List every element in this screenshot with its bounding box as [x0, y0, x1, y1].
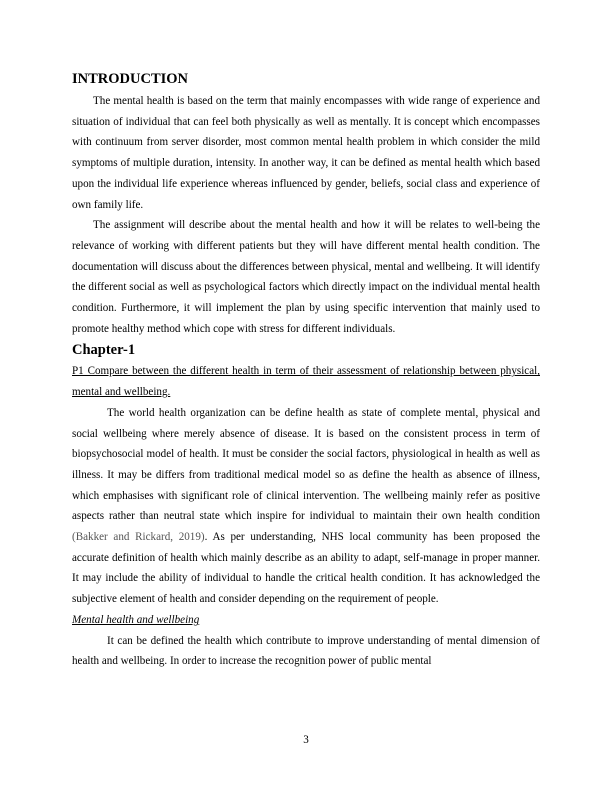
page-number: 3	[303, 734, 309, 746]
chapter-heading: Chapter-1	[72, 342, 136, 359]
subheading-text: Mental health and wellbeing	[72, 613, 200, 626]
intro-paragraph-1: The mental health is based on the term that mainly encompasses with wide range of experience and situation of individual that can feel both physically as well as mentally. It is concept which encompasses with continuum from server disorder, most common mental health problem in which consider the mild symptoms of multiple duration, intensity. In another way, it can be defined as mental health which based upon the individual life experience whereas influenced by gender, beliefs, social class and experience of own family life.	[72, 95, 540, 211]
document-page	[72, 70, 540, 672]
body-paragraph-2: It can be defined the health which contribute to improve understanding of mental dimension of health and wellbeing. In order to increase the recognition power of public mental	[72, 634, 540, 668]
citation: (Bakker and Rickard, 2019)	[72, 531, 205, 544]
body-paragraph-1-text-b: . As per understanding, NHS local community has been proposed the accurate definition of health which mainly describe as an ability to adapt, self-manage in proper manner. It may include the ability of individual to handle the critical health condition. It has acknowledged the subjective element of health and consider depending on the requirement of people.	[72, 531, 540, 606]
body-paragraph-1	[72, 403, 540, 610]
section-heading-introduction: INTRODUCTION	[72, 71, 189, 87]
p1-task-heading: P1 Compare between the different health in term of their assessment of relationship between physical, mental and wellbeing.	[72, 365, 540, 399]
subheading-mental-health	[72, 610, 540, 631]
body-paragraph-1-text-a: The world health organization can be define health as state of complete mental, physical and social wellbeing where merely absence of disease. It is based on the consistent process in term of biopsychosocial model of health. It must be consider the social factors, physiological in health as well as illness. It may be differs from traditional medical model so as define the health as absence of illness, which emphasises with significant role of clinical intervention. The wellbeing mainly refer as positive aspects rather than neutral state which inspire for individual to maintain their own health condition	[72, 406, 540, 523]
intro-paragraph-2: The assignment will describe about the mental health and how it will be relates to well-being the relevance of working with different patients but they will have different mental health condition. The documentation will discuss about the differences between physical, mental and wellbeing. It will identify the different social as well as psychological factors which directly impact on the individual mental health condition. Furthermore, it will implement the plan by using specific intervention that mainly used to promote healthy method which cope with stress for different individuals.	[72, 219, 540, 335]
